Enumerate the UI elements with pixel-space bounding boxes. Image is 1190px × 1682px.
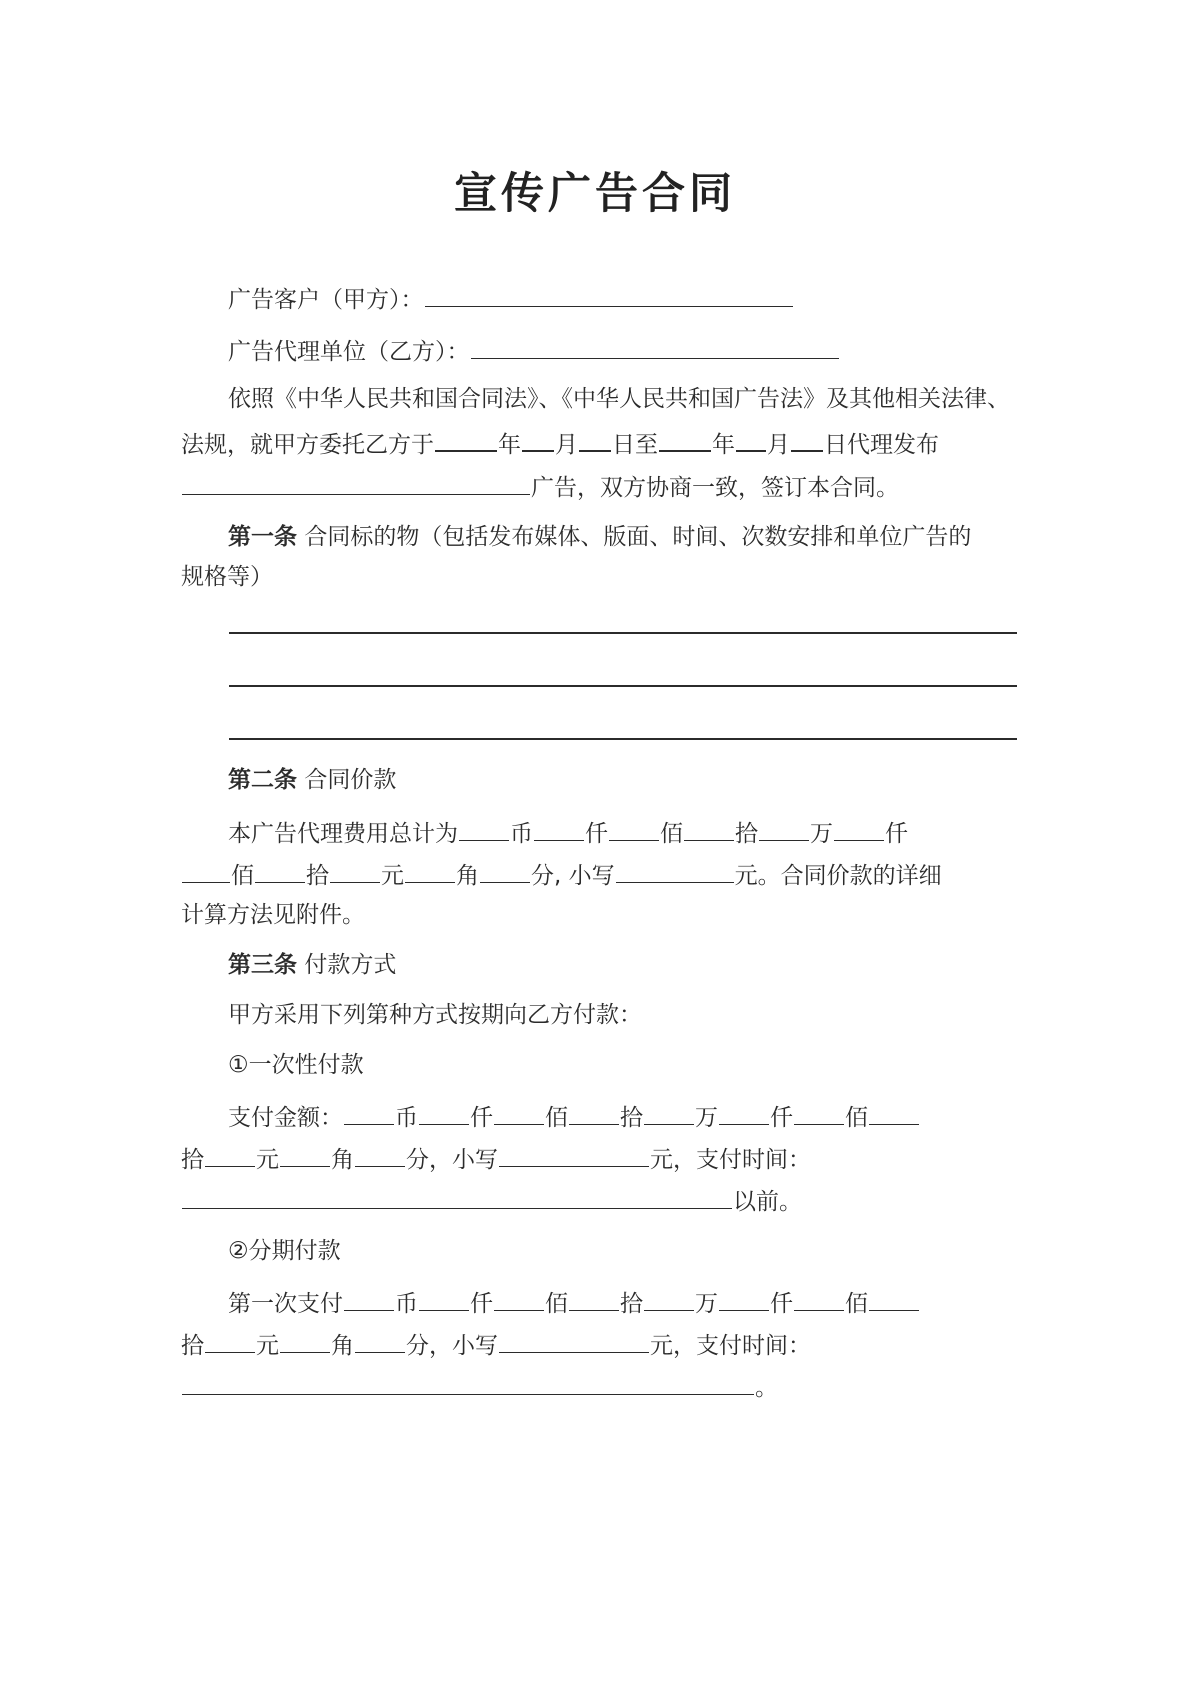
end-year-field[interactable]	[659, 426, 711, 452]
unit-shi: 拾	[181, 1333, 204, 1359]
price-field[interactable]	[255, 858, 305, 883]
party-b-field[interactable]	[471, 334, 839, 359]
unit-bai: 佰	[545, 1291, 568, 1317]
unit-bi: 币	[510, 821, 533, 847]
price-intro: 本广告代理费用总计为	[228, 821, 458, 847]
amount-field[interactable]	[355, 1142, 405, 1167]
price-lowercase-field[interactable]	[616, 858, 734, 883]
price-field[interactable]	[684, 816, 734, 841]
unit-qian: 仟	[770, 1291, 793, 1317]
installment-field[interactable]	[644, 1286, 694, 1311]
article-3-intro-text: 甲方采用下列第种方式按期向乙方付款：	[228, 1002, 642, 1028]
price-field[interactable]	[182, 858, 230, 883]
option-1-line-1	[228, 1100, 1018, 1133]
before-label: 以前。	[733, 1189, 802, 1215]
intro-line-1	[228, 384, 1018, 414]
amount-field[interactable]	[569, 1100, 619, 1125]
intro-text-1: 依照《中华人民共和国合同法》、《中华人民共和国广告法》及其他相关法律、	[228, 386, 1010, 412]
unit-qian: 仟	[585, 821, 608, 847]
unit-bai: 佰	[231, 863, 254, 889]
article-2-heading-row	[228, 765, 1018, 795]
price-field[interactable]	[609, 816, 659, 841]
price-field[interactable]	[405, 858, 455, 883]
ad-content-field[interactable]	[182, 470, 530, 495]
amount-field[interactable]	[280, 1142, 330, 1167]
amount-field[interactable]	[869, 1100, 919, 1125]
unit-fen: 分	[406, 1147, 429, 1173]
xiaoxie-label: ，小写	[429, 1147, 498, 1173]
period-mark: 。	[755, 1375, 778, 1401]
unit-shi: 拾	[735, 821, 758, 847]
article-2-text-3: 计算方法见附件。	[181, 902, 365, 928]
party-a-field[interactable]	[425, 282, 793, 307]
pay-time-field[interactable]	[182, 1184, 732, 1209]
article-3-heading-row	[228, 950, 1018, 980]
unit-qian: 仟	[885, 821, 908, 847]
installment-field[interactable]	[280, 1328, 330, 1353]
price-tail: 元。合同价款的详细	[734, 863, 942, 889]
year-label: 年	[712, 432, 735, 458]
installment-field[interactable]	[794, 1286, 844, 1311]
party-b-row	[228, 334, 1018, 367]
year-label: 年	[498, 432, 521, 458]
end-month-field[interactable]	[736, 426, 766, 452]
party-a-row	[228, 282, 1018, 315]
article-1-text-2: 规格等）	[181, 564, 273, 590]
price-currency-field[interactable]	[459, 816, 509, 841]
option-1-amount-label: 支付金额：	[228, 1105, 343, 1131]
installment-time-field[interactable]	[182, 1370, 754, 1395]
option-1-line-2	[181, 1142, 1021, 1175]
start-day-field[interactable]	[579, 426, 611, 452]
option-2-heading	[228, 1236, 1018, 1266]
start-month-field[interactable]	[522, 426, 554, 452]
option-2-label: ②分期付款	[228, 1238, 341, 1264]
unit-fen: 分	[406, 1333, 429, 1359]
unit-bi: 币	[395, 1291, 418, 1317]
end-day-field[interactable]	[791, 426, 823, 452]
amount-lowercase-field[interactable]	[499, 1142, 649, 1167]
pay-time-label: 元，支付时间：	[650, 1147, 811, 1173]
article-1-heading-row	[228, 522, 1018, 552]
article-1-fill-line-2[interactable]	[229, 685, 1017, 687]
option-2-line-3	[181, 1370, 1021, 1403]
article-3-heading: 第三条	[228, 952, 297, 978]
unit-wan: 万	[810, 821, 833, 847]
article-3-title: 付款方式	[304, 952, 397, 978]
unit-bai: 佰	[545, 1105, 568, 1131]
installment-lowercase-field[interactable]	[499, 1328, 649, 1353]
unit-shi: 拾	[620, 1291, 643, 1317]
unit-jiao: 角	[456, 863, 479, 889]
party-a-label: 广告客户（甲方）：	[228, 287, 424, 313]
article-2-title: 合同价款	[304, 767, 397, 793]
option-2-line-2	[181, 1328, 1021, 1361]
pay-time-label: 元，支付时间：	[650, 1333, 811, 1359]
unit-wan: 万	[695, 1291, 718, 1317]
price-field[interactable]	[480, 858, 530, 883]
article-2-line-3	[181, 900, 1021, 930]
article-2-line-1	[228, 816, 1018, 849]
amount-field[interactable]	[344, 1100, 394, 1125]
unit-yuan: 元	[256, 1147, 279, 1173]
unit-wan: 万	[695, 1105, 718, 1131]
unit-bai: 佰	[845, 1105, 868, 1131]
amount-field[interactable]	[644, 1100, 694, 1125]
installment-field[interactable]	[344, 1286, 394, 1311]
unit-yuan: 元	[381, 863, 404, 889]
article-1-heading: 第一条	[228, 524, 297, 550]
option-1-line-3	[181, 1184, 1021, 1217]
intro-line-2	[181, 426, 1021, 460]
amount-field[interactable]	[794, 1100, 844, 1125]
intro-text-2: 法规，就甲方委托乙方于	[181, 432, 434, 458]
installment-field[interactable]	[869, 1286, 919, 1311]
price-field[interactable]	[330, 858, 380, 883]
article-1-text: 合同标的物（包括发布媒体、版面、时间、次数安排和单位广告的	[304, 524, 972, 550]
price-field[interactable]	[834, 816, 884, 841]
installment-field[interactable]	[205, 1328, 255, 1353]
unit-shi: 拾	[181, 1147, 204, 1173]
article-2-line-2	[181, 858, 1021, 891]
unit-shi: 拾	[620, 1105, 643, 1131]
xiaoxie-label: ，小写	[429, 1333, 498, 1359]
option-2-line-1	[228, 1286, 1018, 1319]
amount-field[interactable]	[494, 1100, 544, 1125]
amount-field[interactable]	[205, 1142, 255, 1167]
unit-jiao: 角	[331, 1333, 354, 1359]
article-1-fill-line-1[interactable]	[229, 632, 1017, 634]
unit-bai: 佰	[660, 821, 683, 847]
xiaoxie-label: , 小写	[554, 863, 615, 889]
price-field[interactable]	[534, 816, 584, 841]
unit-bai: 佰	[845, 1291, 868, 1317]
article-3-intro	[228, 1000, 1018, 1030]
option-1-heading	[228, 1050, 1018, 1080]
installment-field[interactable]	[355, 1328, 405, 1353]
installment-field[interactable]	[419, 1286, 469, 1311]
amount-field[interactable]	[719, 1100, 769, 1125]
unit-qian: 仟	[470, 1105, 493, 1131]
installment-field[interactable]	[569, 1286, 619, 1311]
unit-bi: 币	[395, 1105, 418, 1131]
unit-qian: 仟	[470, 1291, 493, 1317]
installment-field[interactable]	[719, 1286, 769, 1311]
start-year-field[interactable]	[435, 426, 497, 452]
party-b-label: 广告代理单位（乙方）：	[228, 339, 470, 365]
intro-line-3	[181, 470, 1021, 503]
article-2-heading: 第二条	[228, 767, 297, 793]
day-agent-label: 日代理发布	[824, 432, 939, 458]
page-title: 宣传广告合同	[454, 169, 736, 219]
price-field[interactable]	[759, 816, 809, 841]
unit-jiao: 角	[331, 1147, 354, 1173]
amount-field[interactable]	[419, 1100, 469, 1125]
day-to-label: 日至	[612, 432, 658, 458]
month-label: 月	[555, 432, 578, 458]
unit-shi: 拾	[306, 863, 329, 889]
option-1-label: ①一次性付款	[228, 1052, 364, 1078]
unit-qian: 仟	[770, 1105, 793, 1131]
intro-text-3: 广告，双方协商一致，签订本合同。	[531, 475, 899, 501]
article-1-line-2	[181, 562, 1021, 592]
unit-yuan: 元	[256, 1333, 279, 1359]
installment-field[interactable]	[494, 1286, 544, 1311]
article-1-fill-line-3[interactable]	[229, 738, 1017, 740]
unit-fen: 分	[531, 863, 554, 889]
first-payment-label: 第一次支付	[228, 1291, 343, 1317]
month-label: 月	[767, 432, 790, 458]
